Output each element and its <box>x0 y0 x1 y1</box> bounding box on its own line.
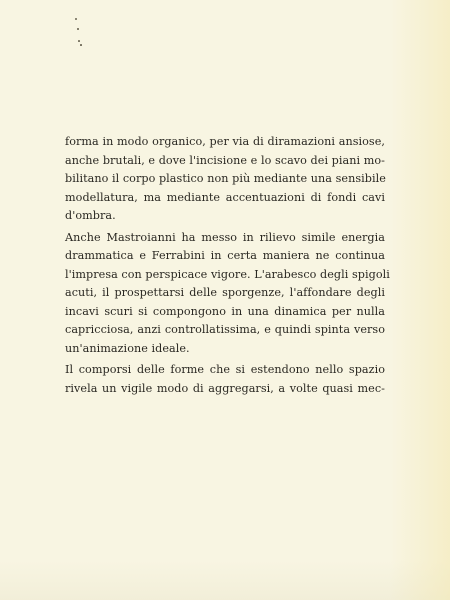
text-line: l'impresa con perspicace vigore. L'arabesco degli spigoli <box>65 267 390 281</box>
paragraph-1 <box>65 133 385 226</box>
text-line: un'animazione ideale. <box>65 341 190 355</box>
text-line: Il comporsi delle forme che si estendono nello spazio <box>65 363 385 376</box>
text-line: rivela un vigile modo di aggregarsi, a volte quasi mec- <box>65 381 385 395</box>
paragraph-3 <box>65 361 385 398</box>
body-text <box>65 133 390 398</box>
text-line: Anche Mastroianni ha messo in rilievo simile energia <box>65 230 385 244</box>
text-line: d'ombra. <box>65 209 116 222</box>
paper-specks <box>74 18 84 58</box>
text-line: capricciosa, anzi controllatissima, e quindi spinta verso <box>65 323 385 336</box>
text-line: forma in modo organico, per via di diramazioni ansiose, <box>65 135 385 148</box>
text-line: bilitano il corpo plastico non più mediante una sensibile <box>65 172 386 185</box>
text-line: modellatura, ma mediante accentuazioni di fondi cavi <box>65 190 385 204</box>
text-line: acuti, il prospettarsi delle sporgenze, l'affondare degli <box>65 286 385 299</box>
text-line: drammatica e Ferrabini in certa maniera ne continua <box>65 249 385 262</box>
text-line: anche brutali, e dove l'incisione e lo scavo dei piani mo- <box>65 153 385 167</box>
text-line: incavi scuri si compongono in una dinamica per nulla <box>65 304 385 318</box>
paragraph-2 <box>65 229 390 359</box>
